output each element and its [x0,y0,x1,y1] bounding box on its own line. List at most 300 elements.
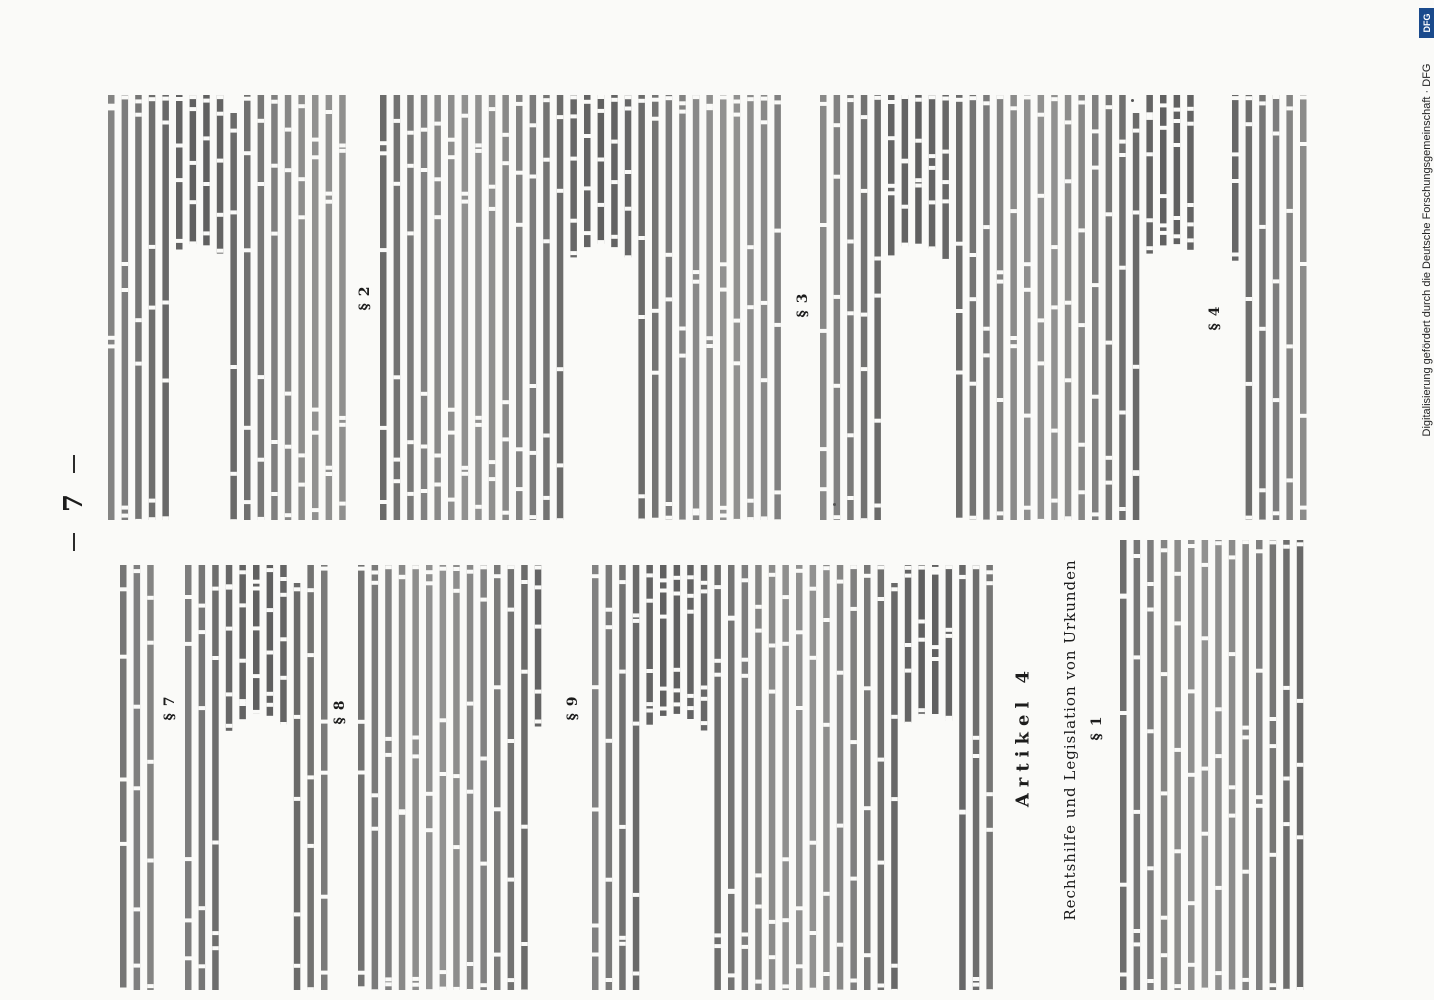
word-gap [983,327,990,331]
word-gap [878,565,885,569]
word-gap [1161,791,1168,795]
word-gap [850,979,857,983]
word-gap [557,367,564,371]
word-gap [847,311,854,315]
word-gap [706,336,713,340]
text-line [530,95,537,520]
word-gap [929,200,936,204]
word-gap [190,241,197,245]
word-gap [307,588,314,592]
word-gap [874,257,881,261]
word-gap [448,498,455,502]
word-gap [1092,283,1099,287]
word-gap [734,113,741,117]
word-gap [1232,261,1239,265]
word-gap [742,674,749,678]
word-gap [1106,212,1113,216]
word-gap [646,599,653,603]
word-gap [674,688,681,692]
word-gap [1160,194,1167,198]
word-gap [782,595,789,599]
word-gap [1065,378,1072,382]
text-line [932,565,939,714]
word-gap [1120,594,1127,598]
text-line [1024,95,1031,520]
word-gap [426,792,433,796]
word-gap [1300,262,1307,266]
word-gap [147,859,154,863]
text-line [185,565,192,990]
word-gap [434,483,441,487]
page-number-dash-bottom [73,533,75,551]
word-gap [720,514,727,518]
word-gap [147,641,154,645]
word-gap [679,101,686,105]
text-line [321,565,328,990]
word-gap [1134,554,1141,558]
word-gap [755,980,762,984]
word-gap [679,110,686,114]
word-gap [1174,621,1181,625]
word-gap [453,987,460,991]
word-gap [122,95,129,99]
heading-section-8: § 8 [332,699,348,725]
word-gap [421,128,428,132]
word-gap [412,983,419,987]
word-gap [1229,785,1236,789]
word-gap [706,344,713,348]
word-gap [714,659,721,663]
word-gap [1092,512,1099,516]
word-gap [687,706,694,710]
word-gap [834,175,841,179]
text-line [1246,95,1253,520]
word-gap [339,416,346,420]
word-gap [1134,810,1141,814]
word-gap [755,905,762,909]
word-gap [1283,822,1290,826]
text-line [902,95,909,246]
text-line [394,95,401,520]
dfg-logo-text: DFG [1422,13,1432,33]
word-gap [1202,563,1209,567]
word-gap [918,566,925,570]
text-line [467,565,474,990]
word-gap [1202,832,1209,836]
word-gap [1283,545,1290,549]
word-gap [1010,344,1017,348]
word-gap [973,977,980,981]
word-gap [666,502,673,506]
word-gap [633,613,640,617]
word-gap [176,178,183,182]
word-gap [970,253,977,257]
word-gap [810,931,817,935]
word-gap [176,144,183,148]
word-gap [230,129,237,133]
word-gap [1051,97,1058,101]
word-gap [592,924,599,928]
word-gap [108,106,115,110]
text-line [199,565,206,990]
word-gap [516,102,523,106]
word-gap [1300,414,1307,418]
text-line [734,95,741,520]
word-gap [929,246,936,250]
text-line [1187,95,1194,250]
word-gap [535,625,542,629]
word-gap [271,232,278,236]
word-gap [774,519,781,523]
word-gap [1286,106,1293,110]
word-gap [769,573,776,577]
word-gap [774,323,781,327]
word-gap [502,511,509,515]
word-gap [162,516,169,520]
word-gap [530,451,537,455]
word-gap [720,506,727,510]
word-gap [217,95,224,99]
word-gap [782,984,789,988]
text-line [421,95,428,520]
text-line [1242,540,1249,990]
word-gap [385,565,392,569]
word-gap [212,841,219,845]
word-gap [475,505,482,509]
word-gap [942,199,949,203]
word-gap [932,567,939,571]
word-gap [1259,225,1266,229]
word-gap [421,392,428,396]
word-gap [666,297,673,301]
word-gap [646,702,653,706]
word-gap [878,597,885,601]
word-gap [997,280,1004,284]
word-gap [385,737,392,741]
text-line [891,583,898,990]
word-gap [212,931,219,935]
word-gap [147,984,154,988]
word-gap [253,580,260,584]
word-gap [543,98,550,102]
word-gap [312,155,319,159]
word-gap [701,721,708,725]
word-gap [820,102,827,106]
word-gap [774,490,781,494]
word-gap [674,668,681,672]
word-gap [660,707,667,711]
text-line [847,95,854,520]
word-gap [280,593,287,597]
word-gap [850,607,857,611]
word-gap [1065,301,1072,305]
word-gap [701,589,708,593]
word-gap [1106,105,1113,109]
word-gap [837,671,844,675]
word-gap [1259,488,1266,492]
word-gap [584,231,591,235]
word-gap [864,806,871,810]
word-gap [307,844,314,848]
word-gap [747,245,754,249]
text-line [557,95,564,520]
word-gap [619,670,626,674]
text-line [1202,540,1209,990]
word-gap [1174,108,1181,112]
word-gap [462,114,469,118]
word-gap [475,416,482,420]
word-gap [307,987,314,991]
word-gap [135,99,142,103]
word-gap [861,313,868,317]
word-gap [1187,107,1194,111]
text-line [516,95,523,520]
word-gap [584,100,591,104]
word-gap [521,670,528,674]
word-gap [861,367,868,371]
word-gap [959,990,966,994]
word-gap [1038,194,1045,198]
word-gap [1120,883,1127,887]
word-gap [633,619,640,623]
word-gap [810,841,817,845]
word-gap [625,170,632,174]
word-gap [611,98,618,102]
word-gap [820,447,827,451]
word-gap [120,655,127,659]
text-line [693,95,700,520]
text-line [326,95,333,520]
word-gap [380,248,387,252]
word-gap [321,720,328,724]
word-gap [701,697,708,701]
word-gap [970,516,977,520]
word-gap [1259,520,1266,524]
word-gap [1283,686,1290,690]
word-gap [1051,245,1058,249]
word-gap [1229,555,1236,559]
text-line [440,565,447,990]
word-gap [570,251,577,255]
word-gap [1174,984,1181,988]
word-gap [122,288,129,292]
word-gap [1134,942,1141,946]
word-gap [489,207,496,211]
word-gap [810,988,817,992]
word-gap [426,828,433,832]
word-gap [190,107,197,111]
word-gap [942,97,949,101]
word-gap [294,797,301,801]
word-gap [701,686,708,690]
word-gap [1078,323,1085,327]
word-gap [1286,478,1293,482]
word-gap [652,309,659,313]
word-gap [796,906,803,910]
text-line [1286,95,1293,520]
word-gap [847,98,854,102]
word-gap [997,511,1004,515]
word-gap [120,842,127,846]
word-gap [1174,849,1181,853]
word-gap [956,98,963,102]
word-gap [394,119,401,123]
word-gap [1270,744,1277,748]
word-gap [385,977,392,981]
word-gap [1147,979,1154,983]
word-gap [1119,153,1126,157]
word-gap [162,379,169,383]
word-gap [385,753,392,757]
word-gap [253,674,260,678]
word-gap [475,143,482,147]
word-gap [959,811,966,815]
word-gap [557,189,564,193]
word-gap [1215,707,1222,711]
word-gap [185,918,192,922]
word-gap [1133,365,1140,369]
heading-section-9: § 9 [565,695,581,721]
word-gap [1051,305,1058,309]
word-gap [508,608,514,612]
word-gap [135,519,142,523]
word-gap [372,793,379,797]
word-gap [891,587,898,591]
word-gap [380,141,387,145]
text-line [633,565,640,990]
word-gap [1246,122,1253,126]
text-line [598,95,605,244]
word-gap [625,255,632,259]
word-gap [217,159,224,163]
word-gap [864,574,871,578]
text-line [1259,95,1266,520]
word-gap [321,771,328,775]
word-gap [638,315,645,319]
word-gap [915,139,922,143]
word-gap [606,608,613,612]
word-gap [326,200,333,204]
word-gap [226,586,233,590]
text-line [1256,540,1263,990]
word-gap [412,736,419,740]
word-gap [162,301,169,305]
word-gap [755,605,762,609]
text-line [986,565,993,990]
word-gap [747,499,754,503]
word-gap [285,168,292,172]
text-line [874,95,881,520]
word-gap [850,877,857,881]
word-gap [212,656,219,660]
word-gap [557,115,564,119]
word-gap [134,907,141,911]
word-gap [1160,223,1167,227]
word-gap [267,608,274,612]
word-gap [530,384,537,388]
word-gap [372,989,379,993]
word-gap [399,575,406,579]
word-gap [902,95,909,99]
word-gap [502,400,509,404]
word-gap [149,517,156,521]
text-line [1188,540,1195,990]
word-gap [426,989,433,993]
word-gap [1297,835,1304,839]
word-gap [905,574,912,578]
word-gap [761,378,768,382]
word-gap [380,500,387,504]
text-line [475,95,482,520]
word-gap [584,134,591,138]
word-gap [434,177,441,181]
text-line [1038,95,1045,520]
word-gap [638,494,645,498]
word-gap [625,207,632,211]
word-gap [358,771,365,775]
word-gap [147,760,154,764]
word-gap [407,231,414,235]
heading-article-subtitle: Rechtshilfe und Legislation von Urkunden [1061,559,1079,921]
word-gap [1229,652,1236,656]
text-line [239,565,246,719]
word-gap [959,575,966,579]
text-line [203,95,210,245]
word-gap [521,942,528,946]
word-gap [1024,262,1031,266]
word-gap [986,828,993,832]
word-gap [929,154,936,158]
word-gap [134,569,141,573]
word-gap [742,578,749,582]
word-gap [774,229,781,233]
word-gap [1160,103,1167,107]
word-gap [462,200,469,204]
word-gap [212,587,219,591]
word-gap [983,225,990,229]
word-gap [592,685,599,689]
word-gap [646,573,653,577]
word-gap [874,504,881,508]
word-gap [986,989,993,993]
word-gap [1297,987,1304,991]
word-gap [190,200,197,204]
word-gap [646,709,653,713]
word-gap [755,873,762,877]
word-gap [674,592,681,596]
word-gap [679,520,686,524]
word-gap [734,519,741,523]
text-line [942,95,949,259]
text-line [638,95,645,520]
word-gap [467,702,474,706]
word-gap [326,192,333,196]
word-gap [1256,795,1263,799]
text-line [426,565,433,990]
word-gap [244,97,251,101]
word-gap [905,643,912,647]
word-gap [380,151,387,155]
word-gap [120,587,127,591]
word-gap [837,824,844,828]
word-gap [774,100,781,104]
word-gap [956,242,963,246]
word-gap [942,259,949,263]
word-gap [294,964,301,968]
word-gap [796,964,803,968]
word-gap [271,440,278,444]
word-gap [834,384,841,388]
